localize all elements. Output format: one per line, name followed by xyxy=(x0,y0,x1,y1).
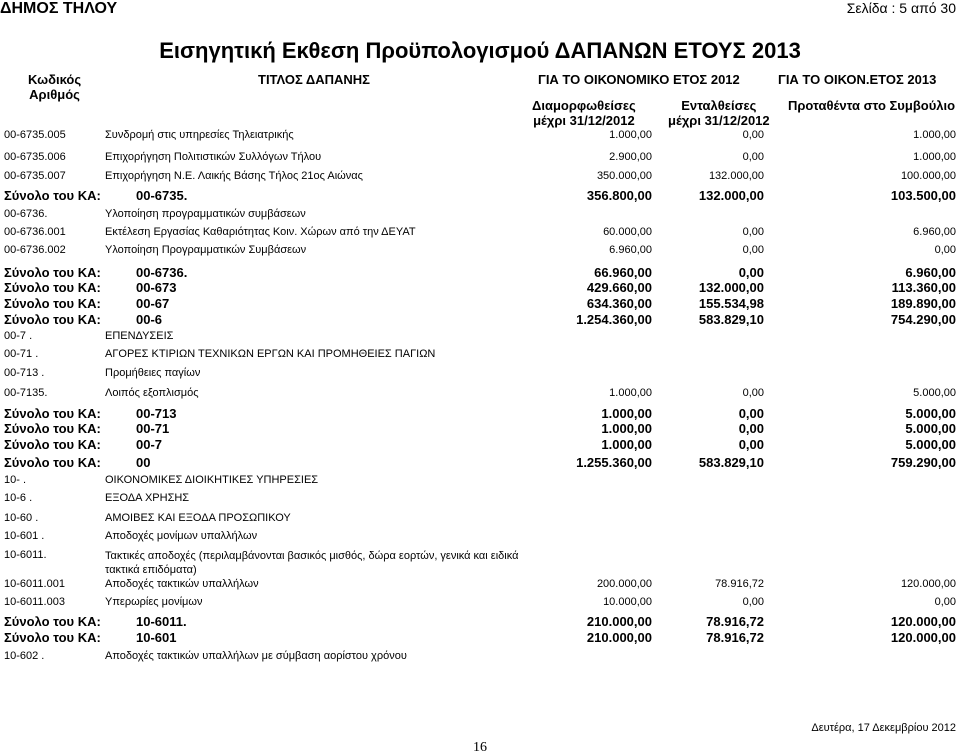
row-code: 00-6736.002 xyxy=(4,244,66,256)
proposed-amount: 100.000,00 xyxy=(900,170,956,182)
total-label: Σύνολο του ΚΑ: xyxy=(4,630,101,645)
proposed-amount: 6.960,00 xyxy=(913,226,956,238)
formed-amount: 1.000,00 xyxy=(609,387,652,399)
total-label: Σύνολο του ΚΑ: xyxy=(4,312,101,327)
row-title: Υλοποίηση προγραμματικών συμβάσεων xyxy=(105,208,306,220)
formed-amount: 2.900,00 xyxy=(609,151,652,163)
table-row xyxy=(0,226,960,240)
ordered-amount: 132.000,00 xyxy=(698,280,764,295)
section-row xyxy=(0,474,960,488)
row-title: Εκτέλεση Εργασίας Καθαριότητας Κοιν. Χώρων από την ΔΕΥΑΤ xyxy=(105,226,416,238)
row-code: 00-71 . xyxy=(4,348,39,360)
proposed-amount: 120.000,00 xyxy=(890,614,956,629)
total-code: 00-7 xyxy=(136,437,163,452)
formed-amount: 1.000,00 xyxy=(609,129,652,141)
proposed-amount: 759.290,00 xyxy=(890,455,956,470)
total-code: 00-71 xyxy=(136,421,170,436)
formed-amount: 356.800,00 xyxy=(586,188,652,203)
total-row xyxy=(0,188,960,203)
table-row xyxy=(0,151,960,165)
row-code: 00-6736. xyxy=(4,208,48,220)
formed-amount: 210.000,00 xyxy=(586,630,652,645)
formed-amount: 210.000,00 xyxy=(586,614,652,629)
total-row xyxy=(0,406,960,421)
total-label: Σύνολο του ΚΑ: xyxy=(4,188,101,203)
ordered-amount: 0,00 xyxy=(738,265,764,280)
total-label: Σύνολο του ΚΑ: xyxy=(4,455,101,470)
row-title: ΕΞΟΔΑ ΧΡΗΣΗΣ xyxy=(105,492,190,504)
section-row xyxy=(0,367,960,381)
row-title: Υλοποίηση Προγραμματικών Συμβάσεων xyxy=(105,244,307,256)
row-code: 00-6736.001 xyxy=(4,226,66,238)
ordered-amount: 0,00 xyxy=(742,244,764,256)
row-title: ΑΓΟΡΕΣ ΚΤΙΡΙΩΝ ΤΕΧΝΙΚΩΝ ΕΡΓΩΝ ΚΑΙ ΠΡΟΜΗΘΕΙΕΣ ΠΑΓΙΩΝ xyxy=(105,348,436,360)
total-code: 10-601 xyxy=(136,630,177,645)
ordered-amount: 78.916,72 xyxy=(706,614,764,629)
total-code: 00-6736. xyxy=(136,265,188,280)
ordered-amount: 0,00 xyxy=(738,437,764,452)
row-code: 00-6735.006 xyxy=(4,151,66,163)
row-code: 10-6011.003 xyxy=(4,596,65,608)
column-ordered-date: μέχρι 31/12/2012 xyxy=(668,113,770,128)
section-row xyxy=(0,549,960,576)
total-label: Σύνολο του ΚΑ: xyxy=(4,406,101,421)
formed-amount: 350.000,00 xyxy=(596,170,652,182)
total-code: 00 xyxy=(136,455,151,470)
table-row xyxy=(0,596,960,610)
municipality-name: ΔΗΜΟΣ ΤΗΛΟΥ xyxy=(0,0,118,17)
section-row xyxy=(0,348,960,362)
total-row xyxy=(0,265,960,280)
column-number-label: Αριθμός xyxy=(29,87,80,102)
column-formed-header xyxy=(532,98,636,128)
ordered-amount: 78.916,72 xyxy=(715,578,764,590)
proposed-amount: 0,00 xyxy=(934,596,956,608)
row-title: ΕΠΕΝΔΥΣΕΙΣ xyxy=(105,330,174,342)
total-code: 00-673 xyxy=(136,280,177,295)
formed-amount: 200.000,00 xyxy=(596,578,652,590)
total-label: Σύνολο του ΚΑ: xyxy=(4,614,101,629)
section-row xyxy=(0,208,960,222)
total-code: 10-6011. xyxy=(136,614,187,629)
column-code-header xyxy=(28,72,81,102)
ordered-amount: 78.916,72 xyxy=(706,630,764,645)
report-title: Εισηγητική Εκθεση Προϋπολογισμού ΔΑΠΑΝΩΝ ΕΤΟΥΣ 2013 xyxy=(159,38,801,63)
proposed-amount: 120.000,00 xyxy=(890,630,956,645)
column-fy2012-header: ΓΙΑ ΤΟ ΟΙΚΟΝΟΜΙΚΟ ΕΤΟΣ 2012 xyxy=(538,72,740,87)
total-row xyxy=(0,614,960,629)
row-code: 10-6011. xyxy=(4,549,47,561)
total-row xyxy=(0,280,960,295)
total-row xyxy=(0,630,960,645)
proposed-amount: 1.000,00 xyxy=(913,129,956,141)
row-title: Συνδρομή στις υπηρεσίες Τηλειατρικής xyxy=(105,129,294,141)
total-row xyxy=(0,437,960,452)
row-code: 10- . xyxy=(4,474,27,486)
total-label: Σύνολο του ΚΑ: xyxy=(4,421,101,436)
proposed-amount: 1.000,00 xyxy=(913,151,956,163)
column-proposed-header: Προταθέντα στο Συμβούλιο xyxy=(788,98,956,113)
formed-amount: 1.000,00 xyxy=(601,406,652,421)
column-ordered-header xyxy=(668,98,770,128)
ordered-amount: 132.000,00 xyxy=(698,188,764,203)
proposed-amount: 189.890,00 xyxy=(890,296,956,311)
row-code: 10-602 . xyxy=(4,650,45,662)
proposed-amount: 103.500,00 xyxy=(890,188,956,203)
column-formed-label: Διαμορφωθείσες xyxy=(532,98,636,113)
table-row xyxy=(0,244,960,258)
row-title: ΟΙΚΟΝΟΜΙΚΕΣ ΔΙΟΙΚΗΤΙΚΕΣ ΥΠΗΡΕΣΙΕΣ xyxy=(105,474,319,486)
page-info: Σελίδα : 5 από 30 xyxy=(846,0,956,16)
table-row xyxy=(0,578,960,592)
footer-date: Δευτέρα, 17 Δεκεμβρίου 2012 xyxy=(811,722,956,734)
row-title: Προμήθειες παγίων xyxy=(105,367,201,379)
proposed-amount: 0,00 xyxy=(934,244,956,256)
ordered-amount: 0,00 xyxy=(738,406,764,421)
row-code: 00-713 . xyxy=(4,367,45,379)
proposed-amount: 5.000,00 xyxy=(913,387,956,399)
row-title: Υπερωρίες μονίμων xyxy=(105,596,203,608)
total-code: 00-6735. xyxy=(136,188,188,203)
formed-amount: 1.000,00 xyxy=(601,437,652,452)
row-code: 10-60 . xyxy=(4,512,39,524)
formed-amount: 60.000,00 xyxy=(603,226,652,238)
ordered-amount: 583.829,10 xyxy=(698,312,764,327)
ordered-amount: 0,00 xyxy=(742,387,764,399)
total-label: Σύνολο του ΚΑ: xyxy=(4,265,101,280)
total-row xyxy=(0,421,960,436)
row-title: ΑΜΟΙΒΕΣ ΚΑΙ ΕΞΟΔΑ ΠΡΟΣΩΠΙΚΟΥ xyxy=(105,512,291,524)
column-title-header: ΤΙΤΛΟΣ ΔΑΠΑΝΗΣ xyxy=(258,72,370,87)
total-code: 00-67 xyxy=(136,296,170,311)
ordered-amount: 0,00 xyxy=(742,129,764,141)
table-row xyxy=(0,170,960,184)
section-row xyxy=(0,530,960,544)
column-code-label: Κωδικός xyxy=(28,72,82,87)
ordered-amount: 0,00 xyxy=(742,596,764,608)
formed-amount: 6.960,00 xyxy=(609,244,652,256)
ordered-amount: 132.000,00 xyxy=(708,170,764,182)
total-row xyxy=(0,312,960,327)
formed-amount: 634.360,00 xyxy=(586,296,652,311)
proposed-amount: 754.290,00 xyxy=(890,312,956,327)
total-row xyxy=(0,296,960,311)
ordered-amount: 0,00 xyxy=(742,151,764,163)
formed-amount: 429.660,00 xyxy=(586,280,652,295)
total-label: Σύνολο του ΚΑ: xyxy=(4,296,101,311)
row-title: Αποδοχές τακτικών υπαλλήλων με σύμβαση αορίστου χρόνου xyxy=(105,650,407,662)
column-fy2013-header: ΓΙΑ ΤΟ ΟΙΚΟΝ.ΕΤΟΣ 2013 xyxy=(778,72,937,87)
total-row xyxy=(0,455,960,470)
row-code: 00-7 . xyxy=(4,330,33,342)
formed-amount: 1.000,00 xyxy=(601,421,652,436)
proposed-amount: 113.360,00 xyxy=(891,280,956,295)
row-code: 00-7135. xyxy=(4,387,48,399)
row-code: 00-6735.005 xyxy=(4,129,66,141)
ordered-amount: 155.534,98 xyxy=(698,296,764,311)
section-row xyxy=(0,492,960,506)
proposed-amount: 5.000,00 xyxy=(905,421,956,436)
row-title: Αποδοχές μονίμων υπαλλήλων xyxy=(105,530,258,542)
total-code: 00-6 xyxy=(136,312,163,327)
total-label: Σύνολο του ΚΑ: xyxy=(4,280,101,295)
page-number: 16 xyxy=(473,740,487,755)
row-code: 10-6011.001 xyxy=(4,578,65,590)
row-code: 10-6 . xyxy=(4,492,33,504)
row-title: Αποδοχές τακτικών υπαλλήλων xyxy=(105,578,259,590)
row-title: Λοιπός εξοπλισμός xyxy=(105,387,199,399)
total-code: 00-713 xyxy=(136,406,177,421)
column-ordered-label: Ενταλθείσες xyxy=(681,98,757,113)
formed-amount: 66.960,00 xyxy=(594,265,652,280)
row-title: Επιχορήγηση Πολιτιστικών Συλλόγων Τήλου xyxy=(105,151,322,163)
section-row xyxy=(0,512,960,526)
column-formed-date: μέχρι 31/12/2012 xyxy=(533,113,635,128)
proposed-amount: 6.960,00 xyxy=(905,265,956,280)
formed-amount: 1.255.360,00 xyxy=(576,455,652,470)
formed-amount: 10.000,00 xyxy=(603,596,652,608)
section-row xyxy=(0,650,960,664)
table-row xyxy=(0,387,960,401)
formed-amount: 1.254.360,00 xyxy=(576,312,652,327)
ordered-amount: 583.829,10 xyxy=(698,455,764,470)
row-title: Τακτικές αποδοχές (περιλαμβάνονται βασικός μισθός, δώρα εορτών, γενικά και ειδικά τακτικά επιδόματα) xyxy=(105,550,519,576)
row-code: 00-6735.007 xyxy=(4,170,66,182)
ordered-amount: 0,00 xyxy=(738,421,764,436)
section-row xyxy=(0,330,960,344)
row-code: 10-601 . xyxy=(4,530,45,542)
ordered-amount: 0,00 xyxy=(742,226,764,238)
proposed-amount: 5.000,00 xyxy=(905,406,956,421)
total-label: Σύνολο του ΚΑ: xyxy=(4,437,101,452)
proposed-amount: 120.000,00 xyxy=(900,578,956,590)
table-row xyxy=(0,129,960,143)
proposed-amount: 5.000,00 xyxy=(905,437,956,452)
row-title: Επιχορήγηση Ν.Ε. Λαικής Βάσης Τήλος 21ος Αιώνας xyxy=(105,170,363,182)
